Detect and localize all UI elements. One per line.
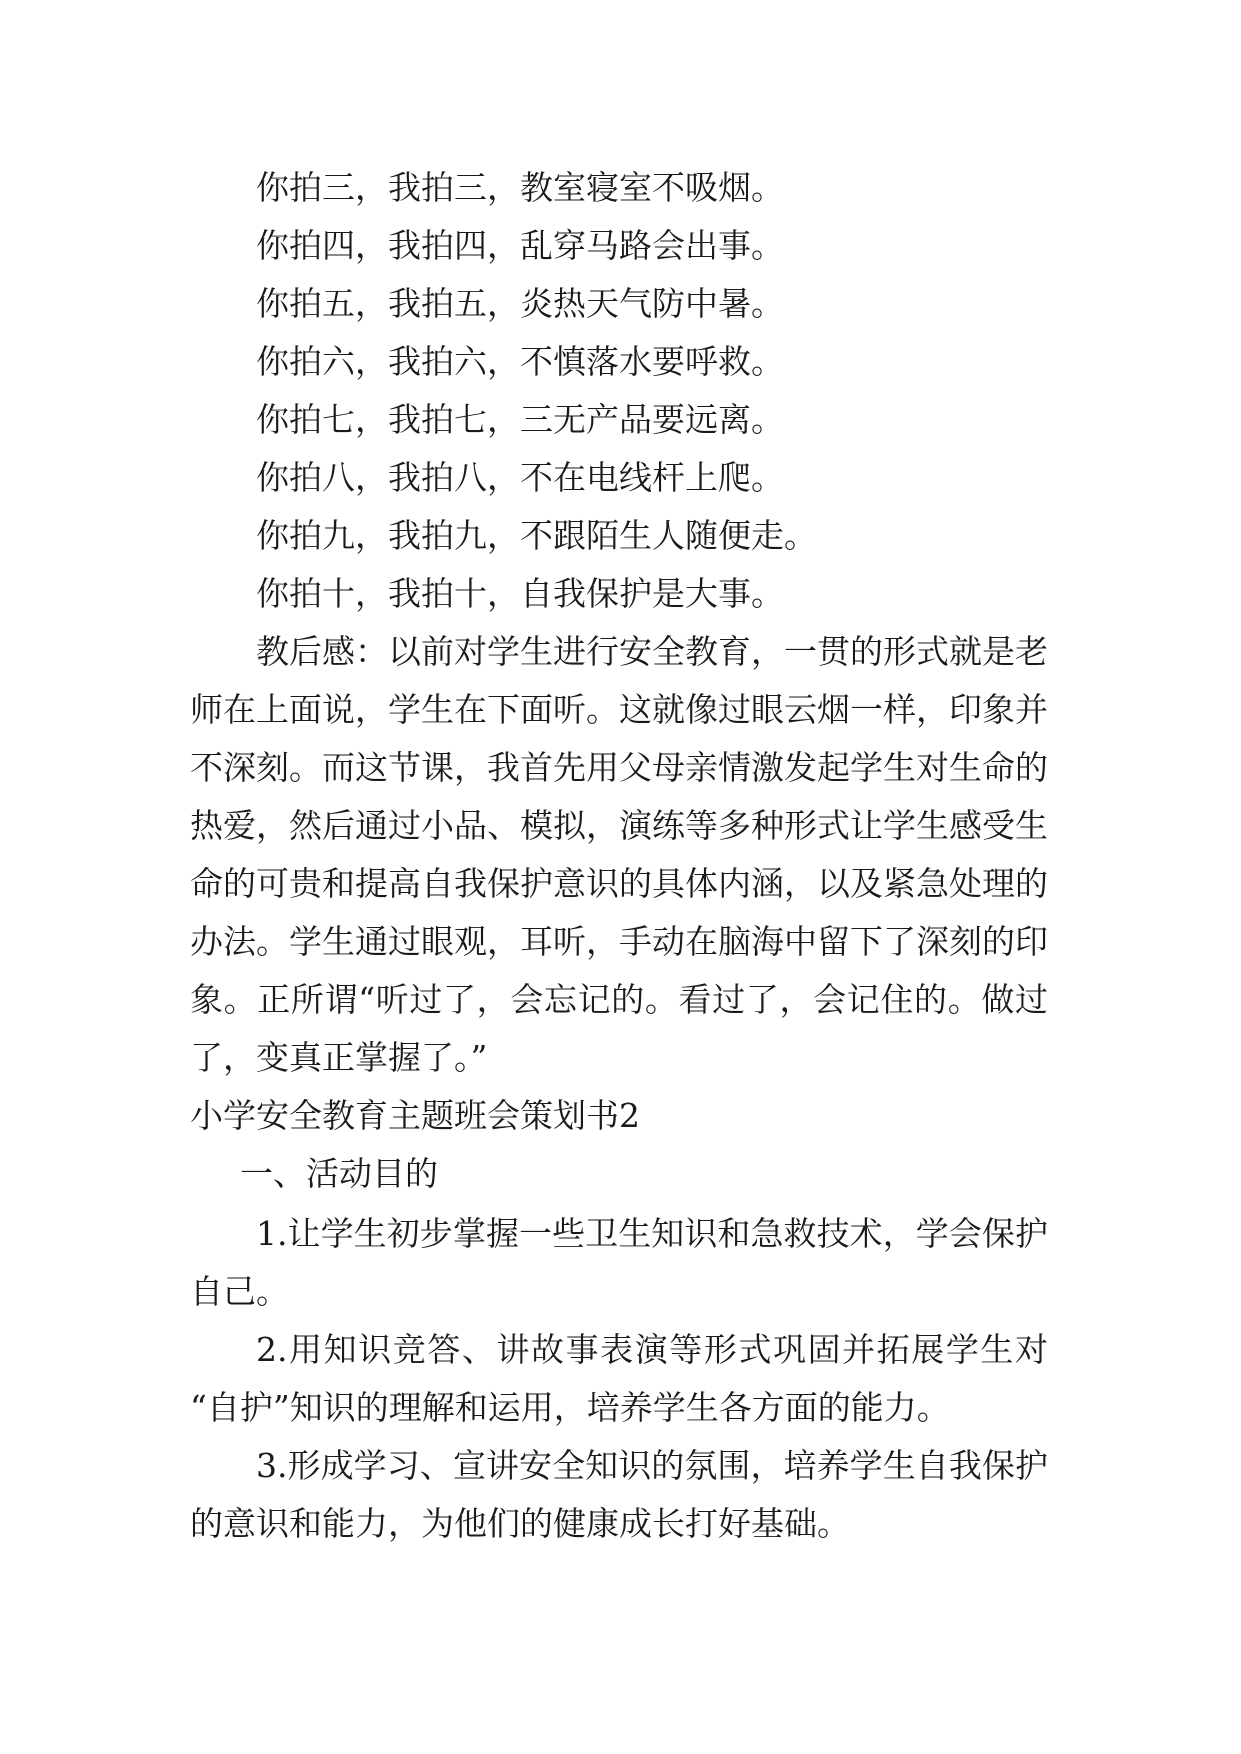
- chant-line: 你拍四，我拍四，乱穿马路会出事。: [256, 226, 784, 265]
- section-title: 小学安全教育主题班会策划书2: [190, 1096, 640, 1135]
- chant-line: 你拍八，我拍八，不在电线杆上爬。: [256, 458, 784, 497]
- chant-line: 你拍五，我拍五，炎热天气防中暑。: [256, 284, 784, 323]
- reflection-line: 不深刻。而这节课，我首先用父母亲情激发起学生对生命的: [190, 748, 1048, 787]
- reflection-line: 师在上面说，学生在下面听。这就像过眼云烟一样，印象并: [190, 690, 1048, 729]
- goal-line: 的意识和能力，为他们的健康成长打好基础。: [190, 1504, 850, 1543]
- chant-line: 你拍六，我拍六，不慎落水要呼救。: [256, 342, 784, 381]
- reflection-line: 办法。学生通过眼观，耳听，手动在脑海中留下了深刻的印: [190, 922, 1048, 961]
- reflection-line: 教后感：以前对学生进行安全教育，一贯的形式就是老: [256, 632, 1048, 671]
- goal-line: 1.让学生初步掌握一些卫生知识和急救技术，学会保护: [256, 1214, 1048, 1253]
- chant-line: 你拍十，我拍十，自我保护是大事。: [256, 574, 784, 613]
- reflection-line: 热爱，然后通过小品、模拟，演练等多种形式让学生感受生: [190, 806, 1048, 845]
- chant-line: 你拍七，我拍七，三无产品要远离。: [256, 400, 784, 439]
- reflection-line: 命的可贵和提高自我保护意识的具体内涵，以及紧急处理的: [190, 864, 1048, 903]
- subheading: 一、活动目的: [240, 1154, 438, 1193]
- goal-line: 自己。: [190, 1272, 289, 1311]
- reflection-line: 了，变真正掌握了。”: [190, 1038, 488, 1077]
- chant-line: 你拍三，我拍三，教室寝室不吸烟。: [256, 168, 784, 207]
- goal-line: “自护”知识的理解和运用，培养学生各方面的能力。: [190, 1388, 950, 1427]
- chant-line: 你拍九，我拍九，不跟陌生人随便走。: [256, 516, 817, 555]
- reflection-line: 象。正所谓“听过了，会忘记的。看过了，会记住的。做过: [190, 980, 1048, 1019]
- goal-line: 3.形成学习、宣讲安全知识的氛围，培养学生自我保护: [256, 1446, 1048, 1485]
- goal-line: 2.用知识竞答、讲故事表演等形式巩固并拓展学生对: [256, 1330, 1048, 1369]
